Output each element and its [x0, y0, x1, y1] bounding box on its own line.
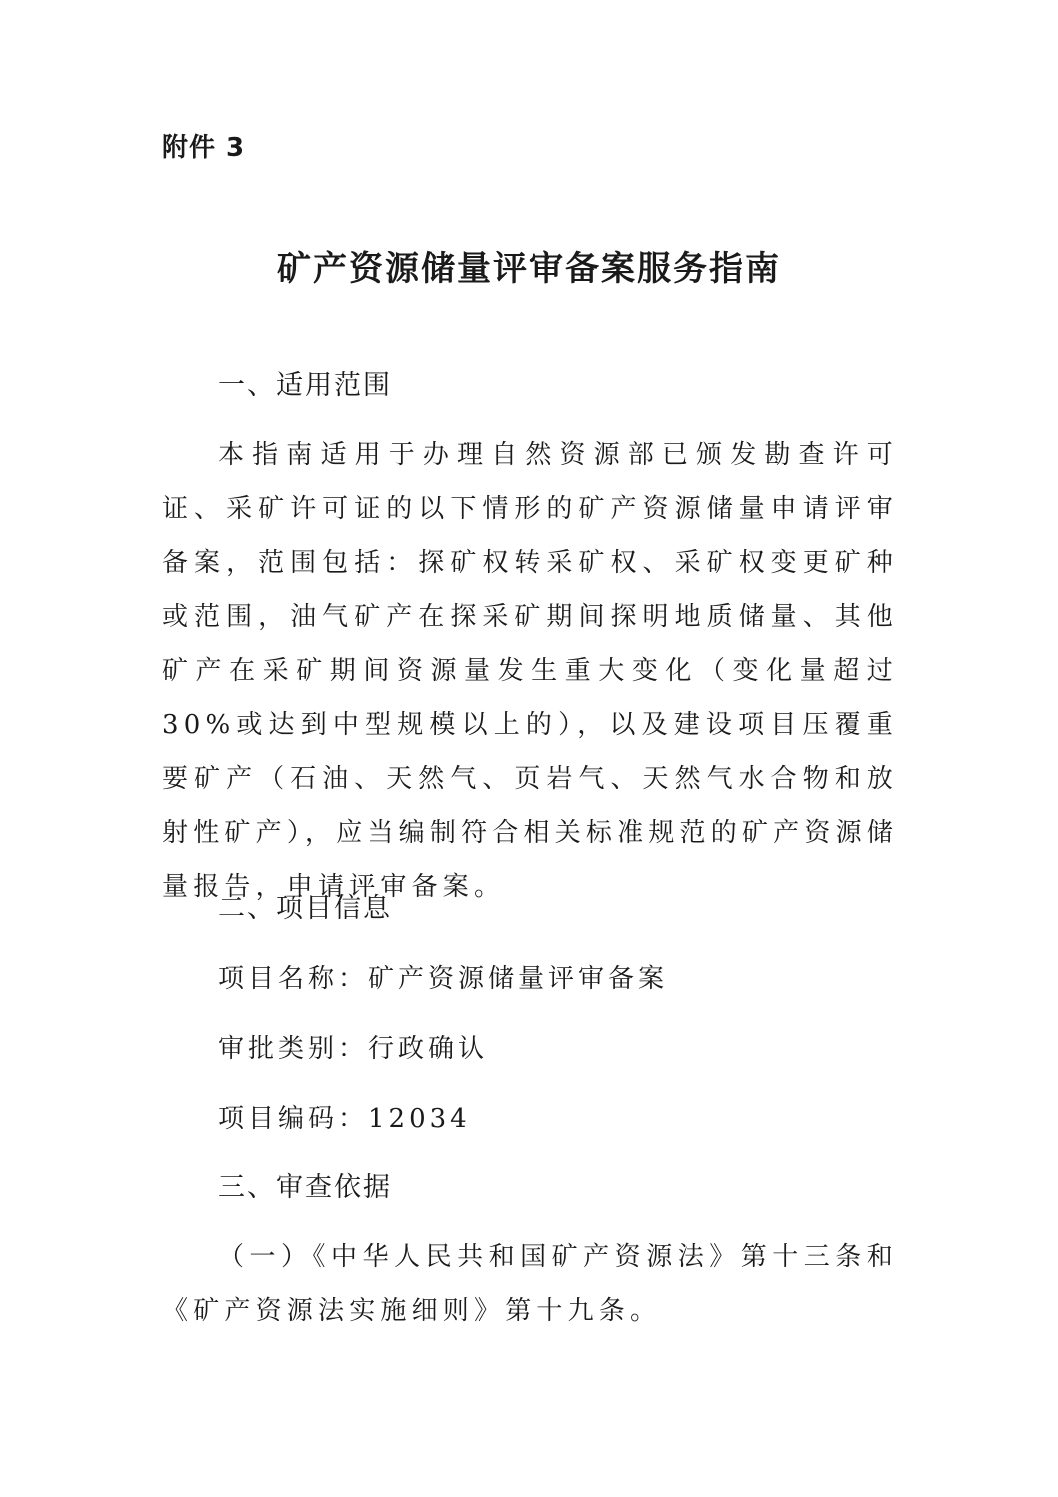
scope-paragraph: 本指南适用于办理自然资源部已颁发勘查许可证、采矿许可证的以下情形的矿产资源储量申请评审备案，范围包括：探矿权转采矿权、采矿权变更矿种或范围，油气矿产在探采矿期间探明地质储量、其他矿产在采矿期间资源量发生重大变化（变化量超过30%或达到中型规模以上的），以及建设项目压覆重要矿产（石油、天然气、页岩气、天然气水合物和放射性矿产），应当编制符合相关标准规范的矿产资源储量报告，申请评审备案。	[162, 440, 898, 902]
section-heading-scope: 一、适用范围	[218, 370, 392, 401]
attachment-label: 附件 3	[162, 133, 246, 163]
section-heading-legal-basis: 三、审查依据	[218, 1172, 392, 1203]
document-title: 矿产资源储量评审备案服务指南	[277, 249, 781, 289]
field-approval-category: 审批类别：行政确认	[218, 1034, 489, 1064]
legal-basis-paragraph: （一）《中华人民共和国矿产资源法》第十三条和《矿产资源法实施细则》第十九条。	[162, 1242, 898, 1326]
field-project-name: 项目名称：矿产资源储量评审备案	[218, 964, 669, 994]
field-project-code: 项目编码：12034	[218, 1104, 471, 1134]
section-heading-project-info: 二、项目信息	[218, 893, 392, 924]
